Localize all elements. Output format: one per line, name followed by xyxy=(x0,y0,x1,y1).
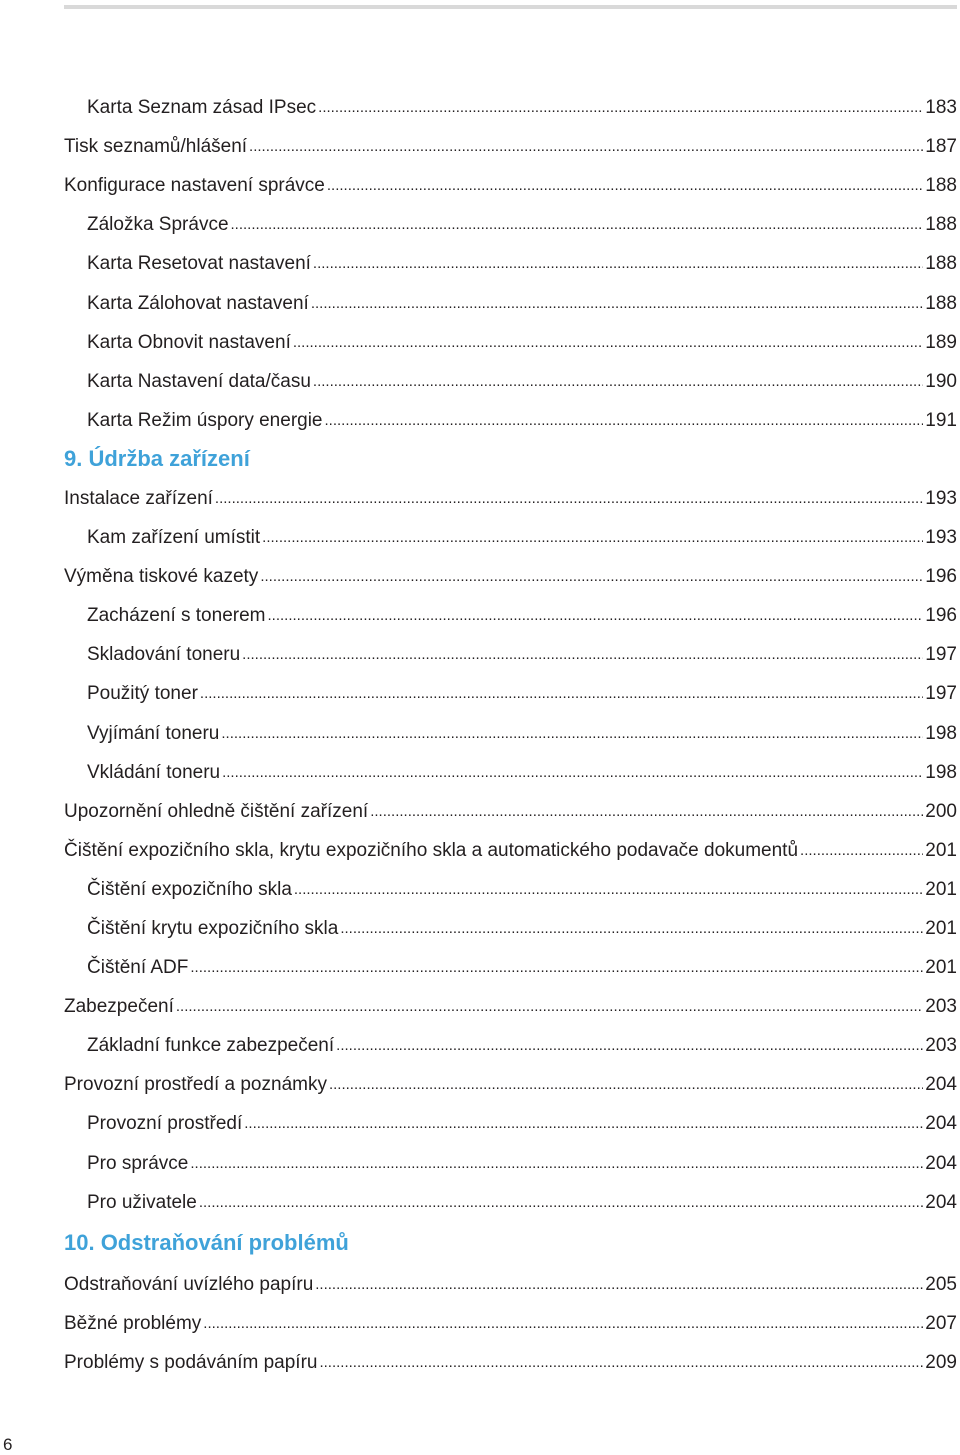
dot-leader xyxy=(313,374,923,389)
toc-entry[interactable] xyxy=(64,948,957,987)
toc-entry[interactable] xyxy=(64,557,957,596)
dot-leader xyxy=(370,804,923,819)
toc-entry-title: Vkládání toneru xyxy=(87,761,221,783)
toc-entry[interactable] xyxy=(64,909,957,948)
toc-entry[interactable] xyxy=(64,831,957,870)
toc-entry[interactable] xyxy=(64,518,957,557)
dot-leader xyxy=(249,139,923,154)
toc-entry-title: Provozní prostředí xyxy=(87,1113,243,1135)
dot-leader xyxy=(244,1116,923,1131)
dot-leader xyxy=(221,726,923,741)
toc-entry-page: 203 xyxy=(925,996,957,1018)
toc-entry-page: 189 xyxy=(925,331,957,353)
toc-entry-title: Zabezpečení xyxy=(64,996,174,1018)
dot-leader xyxy=(293,335,923,350)
toc-entry-title: Upozornění ohledně čištění zařízení xyxy=(64,800,369,822)
toc-entry[interactable] xyxy=(64,1343,957,1382)
toc-entry[interactable] xyxy=(64,1304,957,1343)
toc-entry-title: Skladování toneru xyxy=(87,644,241,666)
toc-entry[interactable] xyxy=(64,1026,957,1065)
toc-entry[interactable] xyxy=(64,244,957,283)
dot-leader xyxy=(222,765,923,780)
toc-entry-title: Čištění krytu expozičního skla xyxy=(87,918,339,940)
toc-entry[interactable] xyxy=(64,987,957,1026)
toc-entry-page: 197 xyxy=(925,644,957,666)
toc-entry-title: Základní funkce zabezpečení xyxy=(87,1035,335,1057)
toc-entry-title: Karta Seznam zásad IPsec xyxy=(87,97,317,119)
toc-entry-page: 183 xyxy=(925,97,957,119)
toc-entry-title: Záložka Správce xyxy=(87,214,229,236)
toc-entry-page: 203 xyxy=(925,1035,957,1057)
toc-entry-page: 200 xyxy=(925,800,957,822)
dot-leader xyxy=(200,686,923,701)
toc-entry[interactable] xyxy=(64,1265,957,1304)
toc-entry-page: 187 xyxy=(925,136,957,158)
toc-entry-title: Kam zařízení umístit xyxy=(87,527,261,549)
toc-entry-page: 196 xyxy=(925,605,957,627)
dot-leader xyxy=(242,647,923,662)
toc-entry[interactable] xyxy=(64,166,957,205)
toc-entry-title: Čištění expozičního skla xyxy=(87,878,292,900)
toc-entry-page: 196 xyxy=(925,566,957,588)
toc-entry-title: Vyjímání toneru xyxy=(87,722,220,744)
toc-entry-page: 188 xyxy=(925,214,957,236)
toc-entry-title: Zacházení s tonerem xyxy=(87,605,266,627)
chapter-heading[interactable]: 9. Údržba zařízení xyxy=(64,446,250,472)
dot-leader xyxy=(325,413,924,428)
toc-entry[interactable] xyxy=(64,1065,957,1104)
toc-entry-page: 201 xyxy=(925,878,957,900)
toc-entry[interactable] xyxy=(64,1183,957,1222)
toc-entry-page: 204 xyxy=(925,1113,957,1135)
toc-entry-page: 207 xyxy=(925,1312,957,1334)
toc-entry-page: 205 xyxy=(925,1273,957,1295)
toc-entry-page: 188 xyxy=(925,253,957,275)
dot-leader xyxy=(311,296,923,311)
toc-entry-page: 188 xyxy=(925,292,957,314)
dot-leader xyxy=(800,843,923,858)
dot-leader xyxy=(262,530,923,545)
toc-entry-page: 193 xyxy=(925,527,957,549)
dot-leader xyxy=(190,1156,923,1171)
toc-entry[interactable] xyxy=(64,362,957,401)
dot-leader xyxy=(199,1195,923,1210)
toc-entry-page: 198 xyxy=(925,722,957,744)
toc-entry[interactable] xyxy=(64,635,957,674)
dot-leader xyxy=(231,217,924,232)
toc-entry-page: 204 xyxy=(925,1152,957,1174)
toc-entry[interactable] xyxy=(64,127,957,166)
toc-entry-title: Výměna tiskové kazety xyxy=(64,566,259,588)
toc-entry-page: 201 xyxy=(925,957,957,979)
toc-entry-page: 191 xyxy=(925,409,957,431)
dot-leader xyxy=(329,1077,923,1092)
toc-entry-page: 197 xyxy=(925,683,957,705)
page-number: 6 xyxy=(3,1435,13,1454)
dot-leader xyxy=(190,960,923,975)
toc-entry-page: 198 xyxy=(925,761,957,783)
toc-entry-title: Použitý toner xyxy=(87,683,198,705)
toc-entry[interactable] xyxy=(64,479,957,518)
toc-entry-title: Čištění ADF xyxy=(87,957,189,979)
toc-entry[interactable] xyxy=(64,674,957,713)
toc-entry[interactable] xyxy=(64,1104,957,1143)
toc-entry-page: 204 xyxy=(925,1074,957,1096)
toc-entry-page: 190 xyxy=(925,370,957,392)
toc-entry-title: Instalace zařízení xyxy=(64,487,213,509)
toc-entry-page: 201 xyxy=(925,918,957,940)
toc-entry-title: Provozní prostředí a poznámky xyxy=(64,1074,327,1096)
dot-leader xyxy=(176,999,923,1014)
toc-entry-page: 201 xyxy=(925,839,957,861)
dot-leader xyxy=(260,569,923,584)
toc-entry[interactable] xyxy=(64,88,957,127)
toc-entry[interactable] xyxy=(64,283,957,322)
toc-entry-title: Karta Režim úspory energie xyxy=(87,409,323,431)
toc-entry[interactable] xyxy=(64,596,957,635)
table-of-contents xyxy=(64,88,957,1382)
dot-leader xyxy=(340,921,923,936)
toc-entry-title: Běžné problémy xyxy=(64,1312,202,1334)
dot-leader xyxy=(267,608,923,623)
dot-leader xyxy=(336,1038,923,1053)
dot-leader xyxy=(318,100,923,115)
toc-entry-page: 204 xyxy=(925,1191,957,1213)
toc-entry[interactable] xyxy=(64,323,957,362)
toc-entry[interactable] xyxy=(64,401,957,440)
dot-leader xyxy=(319,1355,923,1370)
toc-entry-title: Čištění expozičního skla, krytu expozičního skla a automatického podavače dokumentů xyxy=(64,839,799,861)
toc-entry-page: 188 xyxy=(925,175,957,197)
dot-leader xyxy=(315,1277,923,1292)
toc-entry[interactable] xyxy=(64,870,957,909)
toc-entry-title: Konfigurace nastavení správce xyxy=(64,175,325,197)
toc-entry[interactable] xyxy=(64,753,957,792)
toc-entry[interactable] xyxy=(64,1144,957,1183)
toc-entry[interactable] xyxy=(64,792,957,831)
toc-entry[interactable] xyxy=(64,205,957,244)
toc-entry-title: Karta Zálohovat nastavení xyxy=(87,292,309,314)
toc-entry-title: Karta Resetovat nastavení xyxy=(87,253,311,275)
dot-leader xyxy=(203,1316,923,1331)
dot-leader xyxy=(215,491,923,506)
toc-entry-title: Pro uživatele xyxy=(87,1191,197,1213)
dot-leader xyxy=(313,256,923,271)
chapter-heading[interactable]: 10. Odstraňování problémů xyxy=(64,1230,349,1256)
dot-leader xyxy=(327,178,923,193)
toc-entry-title: Karta Nastavení data/času xyxy=(87,370,311,392)
toc-entry-title: Odstraňování uvízlého papíru xyxy=(64,1273,314,1295)
toc-entry-title: Pro správce xyxy=(87,1152,189,1174)
toc-entry-page: 193 xyxy=(925,487,957,509)
toc-entry-title: Karta Obnovit nastavení xyxy=(87,331,291,353)
dot-leader xyxy=(294,882,923,897)
toc-entry-page: 209 xyxy=(925,1351,957,1373)
toc-entry[interactable] xyxy=(64,714,957,753)
toc-entry-title: Tisk seznamů/hlášení xyxy=(64,136,248,158)
top-rule xyxy=(64,5,957,9)
toc-entry-title: Problémy s podáváním papíru xyxy=(64,1351,318,1373)
